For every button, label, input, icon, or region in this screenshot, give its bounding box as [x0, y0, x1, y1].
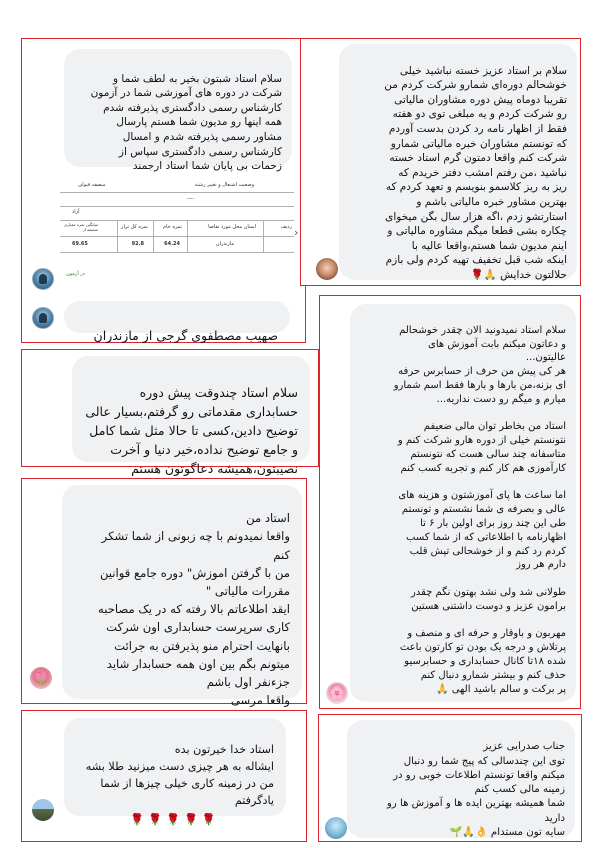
- score-raw: 64.24: [164, 241, 180, 247]
- col-header-2: استان محل مورد تقاضا: [208, 224, 256, 230]
- message-bubble: [64, 718, 286, 826]
- score-total: 92.8: [131, 241, 144, 247]
- testimonial-card-1: [21, 38, 306, 343]
- message-emojis: 👌🙏🌱: [449, 827, 488, 839]
- message-bubble: [339, 44, 577, 280]
- message-text: استاد من واقعا نمیدونم با چه زبونی از شما تشکر کنم من با گرفتن اموزش" دوره جامع قوانین مقررات مالیاتی " ایقد اطلاعاتم بالا رفته که در یک مصاحبه کاری سرپرست حسابداری اون شرکت بانهایت احترام منو پذیرفتن به جرائت میتونم بگم بین اون همه حسابدار شاید جزءنفر اول باشم واقعا مرسی: [98, 511, 290, 708]
- col-header-5: میانگین نمره معیاری منصفه از: [64, 222, 98, 232]
- message-text: سلام بر استاد عزیز خسته نباشید خیلی خوشحالم دوره‌ای شمارو شرکت کردم من تقریبا دوماه پیش دوره مشاوران مالیاتی رو شرکت کردم و یه مبلغی توی دو هفته فقط از اظهار نامه رد کردن بدست آوردم که تونستم مشاوران خبره مالیاتی شمارو شرکت کنم واقعا دمتون گرم استاد خسته نباشید ،من رفتم امشب دفتر خریدم که ریز به ریز کلاسمو بنویسم و تعهد کردم که بهترین مشاور خبره مالیاتی باشم و استارتشو زدم ،اگه هزار سال بگن میخوای چکاره بشی قطعا میگم مشاوره مالیاتی و اینم مدیون شما هستم،واقعا عالیه با اینکه شب قبل تخفیف تهیه کردم ولی بازم حلالتون خدایش: [384, 64, 567, 281]
- message-bubble: [350, 304, 576, 702]
- message-text: صهیب مصطفوی گرجی از مازندران: [93, 328, 278, 343]
- sender-avatar: [316, 258, 338, 280]
- message-emojis: 🙏🌹: [470, 268, 497, 281]
- col-header-3: نمره خام: [163, 224, 182, 230]
- score-card-header-right: وضعیت اشتغال و تغییر رشته: [194, 182, 254, 188]
- score-province: مازندران: [215, 241, 234, 247]
- message-text: استاد خدا خیرتون بده ایشاله به هر چیزی دست میزنید طلا بشه من در زمینه کاری خیلی چیزها از شما یادگرفتم: [85, 743, 274, 807]
- sender-avatar: 🌸: [326, 682, 348, 704]
- score-average: 69.65: [72, 241, 88, 247]
- message-bubble: [64, 301, 290, 343]
- message-text: سلام استاد شبتون بخیر به لطف شما و شرکت در دوره های آموزشی شما در آزمون کارشناس رسمی دادگستری پذیرفته شدم همه اینها رو مدیون شما هستم پارسال مشاور رسمی پذیرفته شدم و امسال کارشناس رسمی دادگستری سپاس از زحمات بی پایان شما استاد ارجمند: [90, 72, 282, 173]
- score-card-row2: ----: [186, 196, 194, 202]
- message-bubble: [62, 485, 302, 708]
- message-emojis: 🙏: [436, 683, 449, 695]
- score-card-image: [60, 176, 294, 286]
- col-header-1: ردیف: [280, 224, 292, 230]
- message-bubble: [347, 720, 575, 838]
- testimonial-card-2: [300, 38, 581, 286]
- message-bubble: [72, 356, 310, 476]
- chevron-right-icon: ›: [294, 226, 299, 239]
- message-bubble: [64, 49, 292, 173]
- message-emojis: 🌹🌹🌹🌹🌹: [130, 813, 220, 826]
- sender-avatar: [32, 799, 54, 821]
- sender-avatar: [32, 268, 54, 290]
- message-text: سلام استاد نمیدونید الان چقدر خوشحالم و دعاتون میکنم بابت آموزش های عالیتون... هر کی پیش من حرف از حسابرس حرفه ای بزنه،من بارها و بارها فقط اسم شمارو میارم و میگم رو دست نداریه... استاد من بخاطر توان مالی ضعیفم نتونستم خیلی از دوره هارو شرکت کنم و متاسفانه چند سالی هست که نتونستم کارآموزی هم کار کنم و تجربه کسب کنم اما ساعت ها پای آموزشتون و هزینه های عالی و بصرفه ی شما نشستم و تونستم طی این چند روز برای اولین بار ۶ تا اظهارنامه با اطلاعاتی که از شما کسب کردم رد کنم و از خوشحالی تپش قلب دارم هر روز طولانی شد ولی نشد بهتون نگم چقدر برامون عزیز و دوست داشتنی هستین مهربون و باوقار و حرفه ای و منصف و پرتلاش و درجه یک بودن تو کارتون باعث شده ۱۸تا کانال حسابداری و حسابرسیو حذف کنم و بیشتر شمارو دنبال کنم پر برکت و سالم باشید الهی: [393, 324, 566, 695]
- testimonial-card-5: [21, 478, 307, 708]
- score-card-footer: در آزمون: [66, 271, 85, 277]
- score-card-row2b: آزاد: [72, 209, 80, 215]
- testimonial-card-3: [21, 349, 319, 476]
- score-card-header-left: منصفه قبولی: [78, 182, 106, 188]
- col-header-4: نمره کل تراز: [121, 224, 148, 230]
- sender-avatar: [325, 817, 347, 839]
- testimonial-card-6: [21, 710, 307, 842]
- testimonial-card-4: [319, 295, 581, 709]
- message-text: سلام استاد چندوقت پیش دوره حسابداری مقدماتی رو گرفتم،بسیار عالی توضیح دادین،کسی تا حالا مثل شما کامل و جامع توضیح نداده،خیر دنیا و آخرت نصیبتون،همیشه دعاگوتون هستم: [85, 385, 298, 476]
- sender-avatar: 🌷: [30, 667, 52, 689]
- testimonial-card-7: [318, 714, 582, 842]
- message-text: جناب صدرایی عزیز توی این چندسالی که پیج شما رو دنبال میکنم واقعا تونستم اطلاعات خوبی رو در زمینه مالی کسب کنم شما همیشه بهترین ایده ها و آموزش ها رو دارید سایه تون مستدام: [386, 741, 565, 839]
- sender-avatar: [32, 307, 54, 329]
